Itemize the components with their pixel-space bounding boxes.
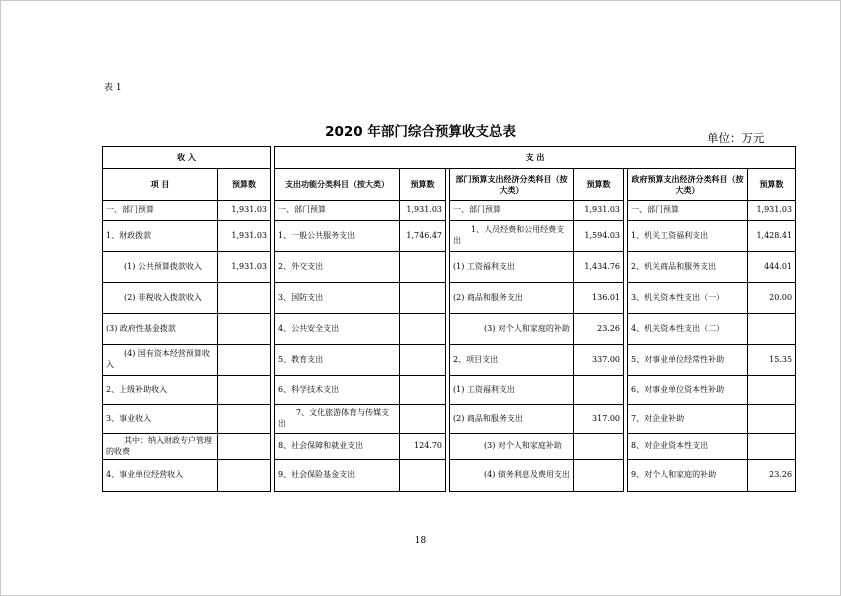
income-budget [218, 376, 271, 405]
income-budget: 1,931.03 [218, 252, 271, 283]
col-func-item: 支出功能分类科目（按大类） [275, 169, 400, 201]
dept-item: 2、项目支出 [450, 345, 574, 376]
income-budget [218, 283, 271, 314]
dept-item: 1、人员经费和公用经费支出 [450, 221, 574, 252]
income-budget [218, 314, 271, 345]
table-label: 表 1 [104, 83, 122, 93]
col-gov-item: 政府预算支出经济分类科目（按大类） [628, 169, 748, 201]
func-item: 2、外交支出 [275, 252, 400, 283]
dept-item: (2) 商品和服务支出 [450, 405, 574, 434]
gov-item: 6、对事业单位资本性补助 [628, 376, 748, 405]
func-item: 3、国防支出 [275, 283, 400, 314]
dept-budget: 1,594.03 [574, 221, 624, 252]
func-budget: 1,931.03 [400, 201, 446, 221]
table-row [103, 460, 796, 492]
func-budget [400, 460, 446, 492]
col-dept-item: 部门预算支出经济分类科目（按大类） [450, 169, 574, 201]
income-item: (3) 政府性基金拨款 [103, 314, 218, 345]
gov-budget [748, 376, 796, 405]
dept-item: (2) 商品和服务支出 [450, 283, 574, 314]
table-header-row [103, 147, 796, 169]
dept-item: 一、部门预算 [450, 201, 574, 221]
gov-item: 一、部门预算 [628, 201, 748, 221]
gov-budget: 15.35 [748, 345, 796, 376]
func-item: 9、社会保险基金支出 [275, 460, 400, 492]
dept-budget: 23.26 [574, 314, 624, 345]
table-row [103, 221, 796, 252]
dept-item: (4) 债务利息及费用支出 [450, 460, 574, 492]
income-item: 一、部门预算 [103, 201, 218, 221]
dept-budget: 1,931.03 [574, 201, 624, 221]
table-row [103, 283, 796, 314]
income-item: 3、事业收入 [103, 405, 218, 434]
gov-item: 7、对企业补助 [628, 405, 748, 434]
income-budget [218, 434, 271, 460]
unit-label: 单位：万元 [707, 131, 765, 145]
dept-budget [574, 460, 624, 492]
gov-budget: 20.00 [748, 283, 796, 314]
table-row [103, 345, 796, 376]
expense-header: 支 出 [275, 147, 796, 169]
income-budget [218, 405, 271, 434]
income-item: (2) 非税收入拨款收入 [103, 283, 218, 314]
dept-item: (3) 对个人和家庭补助 [450, 434, 574, 460]
func-budget: 1,746.47 [400, 221, 446, 252]
dept-item: (1) 工资福利支出 [450, 376, 574, 405]
income-item: (4) 国有资本经营预算收入 [103, 345, 218, 376]
col-dept-budget: 预算数 [574, 169, 624, 201]
gov-budget: 1,428.41 [748, 221, 796, 252]
income-budget: 1,931.03 [218, 201, 271, 221]
income-item: 1、财政拨款 [103, 221, 218, 252]
dept-budget [574, 434, 624, 460]
gov-budget: 1,931.03 [748, 201, 796, 221]
func-item: 一、部门预算 [275, 201, 400, 221]
table-row [103, 252, 796, 283]
page-title: 2020 年部门综合预算收支总表 [325, 124, 516, 140]
col-income-item: 项 目 [103, 169, 218, 201]
func-budget [400, 283, 446, 314]
income-header: 收 入 [103, 147, 271, 169]
func-budget: 124.70 [400, 434, 446, 460]
func-item: 8、社会保障和就业支出 [275, 434, 400, 460]
gov-budget: 23.26 [748, 460, 796, 492]
gov-budget [748, 405, 796, 434]
income-item: 2、上级补助收入 [103, 376, 218, 405]
gov-budget [748, 434, 796, 460]
col-income-budget: 预算数 [218, 169, 271, 201]
gov-item: 8、对企业资本性支出 [628, 434, 748, 460]
gov-item: 9、对个人和家庭的补助 [628, 460, 748, 492]
col-func-budget: 预算数 [400, 169, 446, 201]
col-gov-budget: 预算数 [748, 169, 796, 201]
func-budget [400, 345, 446, 376]
income-item: (1) 公共预算拨款收入 [103, 252, 218, 283]
income-budget [218, 345, 271, 376]
table-row [103, 314, 796, 345]
column-header-row [103, 169, 796, 201]
dept-budget [574, 376, 624, 405]
gov-item: 4、机关资本性支出（二） [628, 314, 748, 345]
income-item: 4、事业单位经营收入 [103, 460, 218, 492]
income-item: 其中：纳入财政专户管理的收费 [103, 434, 218, 460]
gov-item: 1、机关工资福利支出 [628, 221, 748, 252]
func-item: 1、一般公共服务支出 [275, 221, 400, 252]
gov-budget: 444.01 [748, 252, 796, 283]
dept-item: (3) 对个人和家庭的补助 [450, 314, 574, 345]
gov-item: 5、对事业单位经常性补助 [628, 345, 748, 376]
dept-budget: 136.01 [574, 283, 624, 314]
dept-budget: 1,434.76 [574, 252, 624, 283]
gov-item: 2、机关商品和服务支出 [628, 252, 748, 283]
table-row [103, 376, 796, 405]
budget-table [102, 146, 796, 492]
func-item: 5、教育支出 [275, 345, 400, 376]
func-item: 4、公共安全支出 [275, 314, 400, 345]
table-row [103, 201, 796, 221]
func-item: 7、文化旅游体育与传媒支出 [275, 405, 400, 434]
table-row [103, 405, 796, 434]
func-budget [400, 376, 446, 405]
dept-budget: 317.00 [574, 405, 624, 434]
dept-budget: 337.00 [574, 345, 624, 376]
func-budget [400, 252, 446, 283]
func-budget [400, 314, 446, 345]
gov-budget [748, 314, 796, 345]
table-row [103, 434, 796, 460]
dept-item: (1) 工资福利支出 [450, 252, 574, 283]
income-budget [218, 460, 271, 492]
page-number: 18 [414, 536, 427, 546]
func-item: 6、科学技术支出 [275, 376, 400, 405]
income-budget: 1,931.03 [218, 221, 271, 252]
gov-item: 3、机关资本性支出（一） [628, 283, 748, 314]
func-budget [400, 405, 446, 434]
